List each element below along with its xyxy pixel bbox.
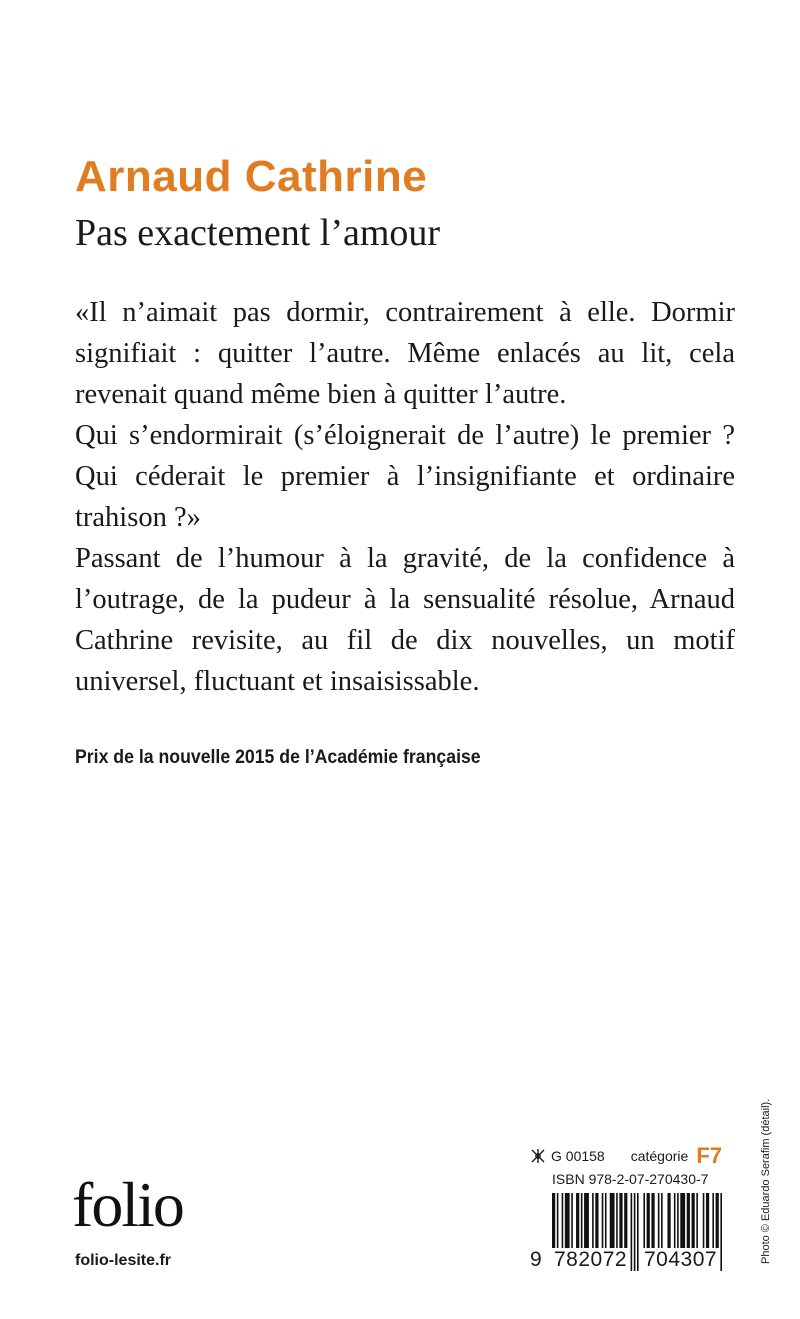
prize-statement: Prix de la nouvelle 2015 de l’Académie française xyxy=(75,747,481,768)
blurb-line: trahison ?» xyxy=(75,502,201,533)
imprint-code-row xyxy=(529,1143,722,1169)
author-name: Arnaud Cathrine xyxy=(75,152,428,201)
barcode-group-2: 704307 xyxy=(644,1248,718,1271)
blurb-line: universel, fluctuant et insaisissable. xyxy=(75,666,480,697)
blurb-line: Passant de l’humour à la gravité, de la confidence à xyxy=(75,543,735,574)
blurb-line: revenait quand même bien à quitter l’autre. xyxy=(75,379,567,410)
blurb-line: «Il n’aimait pas dormir, contrairement à elle. Dormir xyxy=(75,297,735,328)
blurb-line: signifiait : quitter l’autre. Même enlacés au lit, cela xyxy=(75,338,735,369)
gallimard-monogram-icon xyxy=(529,1147,547,1165)
folio-logo: folio xyxy=(72,1169,183,1240)
blurb-line: Qui s’endormirait (s’éloignerait de l’autre) le premier ? xyxy=(75,420,735,451)
book-title: Pas exactement l’amour xyxy=(75,212,441,254)
barcode-group-1: 782072 xyxy=(554,1248,628,1271)
barcode-first-digit: 9 xyxy=(530,1248,542,1271)
g-code: G 00158 xyxy=(551,1148,605,1164)
blurb-line: Cathrine revisite, au fil de dix nouvelles, un motif xyxy=(75,625,735,656)
category-label: catégorie xyxy=(630,1148,689,1164)
isbn: ISBN 978-2-07-270430-7 xyxy=(552,1171,709,1187)
barcode-digits xyxy=(530,1248,724,1276)
blurb xyxy=(75,292,735,702)
blurb-line: Qui céderait le premier à l’insignifiante et ordinaire xyxy=(75,461,735,492)
category-value: F7 xyxy=(696,1143,722,1168)
blurb-line: l’outrage, de la pudeur à la sensualité résolue, Arnaud xyxy=(75,584,735,615)
publisher-website: folio-lesite.fr xyxy=(75,1252,172,1269)
photo-credit: Photo © Eduardo Serafim (détail). xyxy=(760,1098,772,1264)
